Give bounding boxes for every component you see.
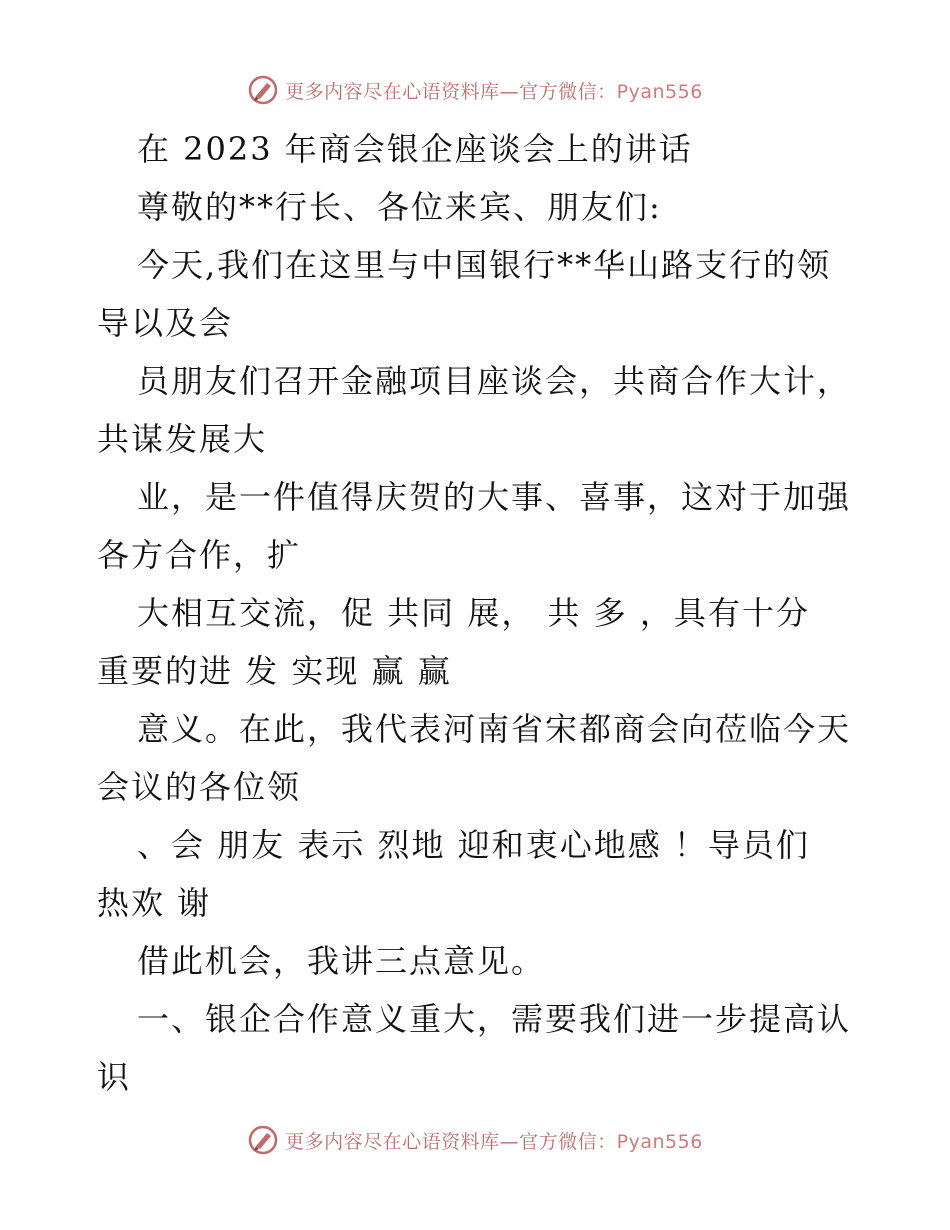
document-line: 在 2023 年商会银企座谈会上的讲话 <box>137 130 693 168</box>
document-line: 热欢 谢 <box>97 884 212 922</box>
document-line: 共谋发展大 <box>97 420 268 458</box>
watermark-footer <box>0 1120 950 1160</box>
document-line: 、会 朋友 表示 烈地 迎和衷心地感 ！导员们 <box>137 826 810 864</box>
document-line: 重要的进 发 实现 赢 赢 <box>97 652 452 690</box>
pen-logo-icon <box>247 1124 279 1156</box>
watermark-header <box>0 70 950 110</box>
document-line: 意义。在此，我代表河南省宋都商会向莅临今天 <box>137 710 852 748</box>
wechat-id: Pyan556 <box>616 1130 703 1153</box>
document-line: 大相互交流，促 共同 展， 共 多 ，具有十分 <box>137 594 810 632</box>
watermark-text: 更多内容尽在心语资料库—官方微信：Pyan556 <box>285 1130 703 1153</box>
document-line: 借此机会，我讲三点意见。 <box>137 942 546 980</box>
document-line: 识 <box>97 1058 132 1096</box>
document-line: 各方合作，扩 <box>97 536 302 574</box>
document-line: 今天,我们在这里与中国银行**华山路支行的领 <box>137 246 832 284</box>
wechat-id: Pyan556 <box>616 80 703 103</box>
watermark-text: 更多内容尽在心语资料库—官方微信：Pyan556 <box>285 80 703 103</box>
document-line: 一、银企合作意义重大，需要我们进一步提高认 <box>137 1000 852 1038</box>
document-line: 员朋友们召开金融项目座谈会，共商合作大计， <box>137 362 852 400</box>
pen-logo-icon <box>247 74 279 106</box>
document-body <box>97 120 857 1106</box>
document-line: 尊敬的**行长、各位来宾、朋友们: <box>137 188 662 226</box>
document-line: 导以及会 <box>97 304 234 342</box>
document-line: 业，是一件值得庆贺的大事、喜事，这对于加强 <box>137 478 852 516</box>
document-line: 会议的各位领 <box>97 768 302 806</box>
